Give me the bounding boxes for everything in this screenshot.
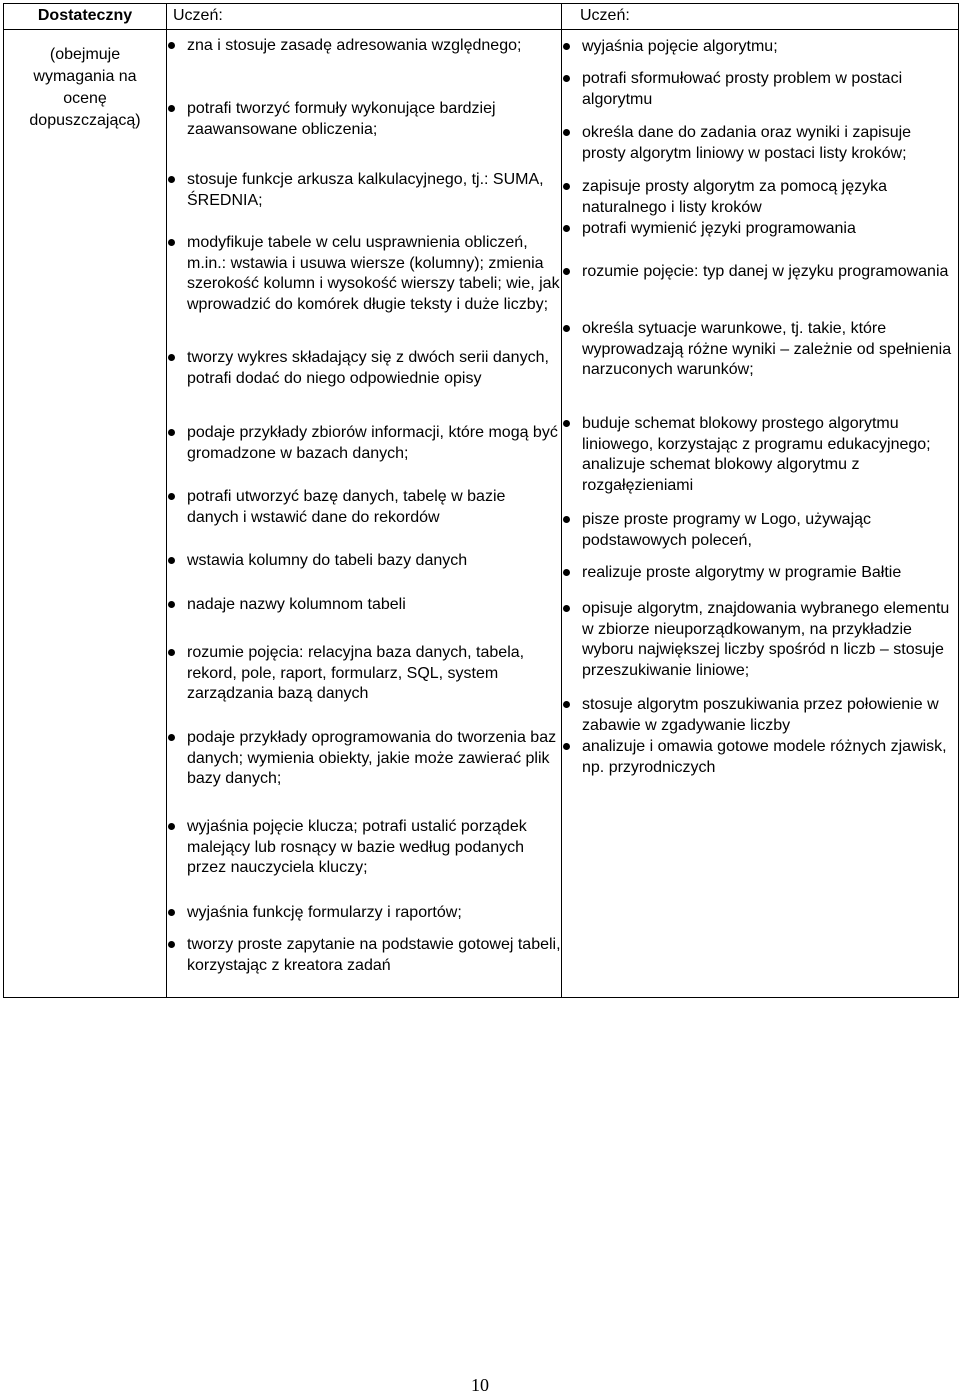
- list-item: potrafi sformułować prosty problem w postaci algorytmu: [558, 69, 956, 110]
- list-item: potrafi utworzyć bazę danych, tabelę w bazie danych i wstawić dane do rekordów: [163, 487, 561, 528]
- bullet-icon: [563, 516, 570, 523]
- list-item: modyfikuje tabele w celu usprawnienia obliczeń, m.in.: wstawia i usuwa wiersze (kolumny); zmienia szerokość kolumn i wysokość wierszy tabeli; wie, jak wprowadzić do komórek długie teksty i duże liczby;: [163, 233, 561, 315]
- column-1-list-container: [163, 0, 561, 1000]
- list-item: realizuje proste algorytmy w programie Bałtie: [558, 563, 956, 584]
- bullet-icon: [168, 105, 175, 112]
- bullet-icon: [168, 239, 175, 246]
- list-item: rozumie pojęcie: typ danej w języku programowania: [558, 262, 956, 283]
- bullet-icon: [563, 43, 570, 50]
- list-item: określa dane do zadania oraz wyniki i zapisuje prosty algorytm liniowy w postaci listy kroków;: [558, 123, 956, 164]
- list-item: wstawia kolumny do tabeli bazy danych: [163, 551, 561, 572]
- bullet-icon: [563, 701, 570, 708]
- list-item: analizuje i omawia gotowe modele różnych zjawisk, np. przyrodniczych: [558, 737, 956, 778]
- bullet-icon: [168, 493, 175, 500]
- table-border-right: [958, 3, 959, 998]
- list-item: tworzy proste zapytanie na podstawie gotowej tabeli, korzystając z kreatora zadań: [163, 935, 561, 976]
- bullet-icon: [168, 557, 175, 564]
- list-item: stosuje algorytm poszukiwania przez połowienie w zabawie w zgadywanie liczby: [558, 695, 956, 736]
- bullet-icon: [563, 75, 570, 82]
- bullet-icon: [168, 909, 175, 916]
- bullet-icon: [168, 941, 175, 948]
- bullet-icon: [563, 325, 570, 332]
- list-item: opisuje algorytm, znajdowania wybranego elementu w zbiorze nieuporządkowanym, na przykładzie wyboru największej liczby spośród n liczb – stosuje przeszukiwanie liniowe;: [558, 599, 956, 681]
- list-item: nadaje nazwy kolumnom tabeli: [163, 595, 561, 616]
- list-item: wyjaśnia funkcję formularzy i raportów;: [163, 903, 561, 924]
- list-item: zna i stosuje zasadę adresowania względnego;: [163, 36, 561, 57]
- bullet-icon: [563, 129, 570, 136]
- bullet-icon: [168, 734, 175, 741]
- list-item: buduje schemat blokowy prostego algorytmu liniowego, korzystając z programu edukacyjnego; analizuje schemat blokowy algorytmu z rozgałęzieniami: [558, 414, 956, 496]
- page-number: 10: [471, 1375, 489, 1395]
- list-item: zapisuje prosty algorytm za pomocą języka naturalnego i listy kroków: [558, 177, 956, 218]
- bullet-icon: [168, 354, 175, 361]
- bullet-icon: [563, 605, 570, 612]
- level-subtitle: (obejmuje wymagania na ocenę dopuszczającą): [29, 46, 141, 129]
- list-item: rozumie pojęcia: relacyjna baza danych, tabela, rekord, pole, raport, formularz, SQL, system zarządzania bazą danych: [163, 643, 561, 705]
- column-2-list-container: [558, 0, 956, 1000]
- list-item: tworzy wykres składający się z dwóch serii danych, potrafi dodać do niego odpowiednie opisy: [163, 348, 561, 389]
- bullet-icon: [168, 601, 175, 608]
- list-item: wyjaśnia pojęcie algorytmu;: [558, 37, 956, 58]
- bullet-icon: [168, 176, 175, 183]
- list-item: potrafi wymienić języki programowania: [558, 219, 956, 240]
- bullet-icon: [563, 183, 570, 190]
- bullet-icon: [563, 225, 570, 232]
- list-item: podaje przykłady zbiorów informacji, które mogą być gromadzone w bazach danych;: [163, 423, 561, 464]
- bullet-icon: [563, 420, 570, 427]
- bullet-icon: [563, 743, 570, 750]
- bullet-icon: [168, 42, 175, 49]
- column-1-label: Uczeń:: [173, 7, 223, 24]
- list-item: stosuje funkcje arkusza kalkulacyjnego, tj.: SUMA, ŚREDNIA;: [163, 170, 561, 211]
- list-item: wyjaśnia pojęcie klucza; potrafi ustalić porządek malejący lub rosnący w bazie według podanych przez nauczyciela kluczy;: [163, 817, 561, 879]
- list-item: potrafi tworzyć formuły wykonujące bardziej zaawansowane obliczenia;: [163, 99, 561, 140]
- list-item: podaje przykłady oprogramowania do tworzenia baz danych; wymienia obiekty, jakie może zawierać plik bazy danych;: [163, 728, 561, 790]
- bullet-icon: [563, 569, 570, 576]
- bullet-icon: [168, 823, 175, 830]
- level-title: Dostateczny: [37, 7, 133, 24]
- table-border-left: [3, 3, 4, 998]
- bullet-icon: [168, 429, 175, 436]
- bullet-icon: [168, 649, 175, 656]
- bullet-icon: [563, 268, 570, 275]
- column-2-label: Uczeń:: [580, 7, 630, 24]
- list-item: określa sytuacje warunkowe, tj. takie, które wyprowadzają różne wyniki – zależnie od spełnienia narzuconych warunków;: [558, 319, 956, 381]
- list-item: pisze proste programy w Logo, używając podstawowych poleceń,: [558, 510, 956, 551]
